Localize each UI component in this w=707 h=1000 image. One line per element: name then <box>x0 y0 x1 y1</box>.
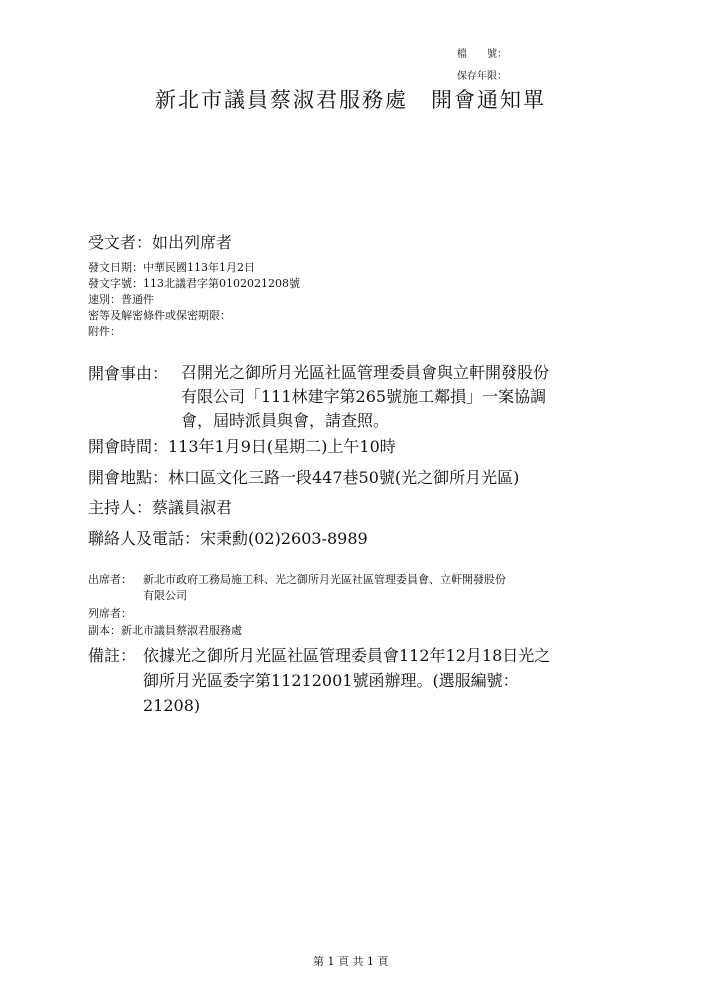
retention-period-label: 保存年限： <box>457 71 507 82</box>
attendees-label: 出席者： <box>88 573 132 586</box>
attendees-line: 新北市政府工務局施工科、光之御所月光區社區管理委員會、立軒開發股份 <box>143 573 506 586</box>
note-text <box>143 643 550 718</box>
issue-date: 發文日期：中華民國113年1月2日 <box>88 261 255 274</box>
copy-recipient: 副本：新北市議員蔡淑君服務處 <box>88 624 242 637</box>
meeting-time: 開會時間：113年1月9日(星期二)上午10時 <box>88 437 396 456</box>
attachment: 附件： <box>88 325 121 338</box>
delivery-speed: 速別：普通件 <box>88 293 154 306</box>
attendees-list <box>143 572 506 604</box>
document-number: 發文字號：113北議君字第0102021208號 <box>88 277 300 290</box>
recipient: 受文者：如出列席者 <box>88 233 233 252</box>
attendees-line: 有限公司 <box>143 589 187 602</box>
contact-person: 聯絡人及電話：宋秉勳(02)2603-8989 <box>88 529 368 548</box>
meeting-host: 主持人：蔡議員淑君 <box>88 498 233 517</box>
note-line: 御所月光區委字第11212001號函辦理。(選服編號： <box>143 671 519 690</box>
meeting-subject <box>181 361 549 433</box>
note-label: 備註： <box>88 646 137 665</box>
meeting-place: 開會地點：林口區文化三路一段447巷50號(光之御所月光區) <box>88 468 520 487</box>
meeting-subject-line: 會，屆時派員與會，請查照。 <box>181 411 390 430</box>
file-number-label: 檔 號： <box>457 49 507 60</box>
observers: 列席者： <box>88 607 132 620</box>
meeting-subject-label: 開會事由： <box>88 364 169 383</box>
meeting-subject-line: 有限公司「111林建字第265號施工鄰損」一案協調 <box>181 387 547 406</box>
meeting-subject-line: 召開光之御所月光區社區管理委員會與立軒開發股份 <box>181 363 550 382</box>
note-line: 21208) <box>143 696 201 715</box>
page-number: 第 1 頁 共 1 頁 <box>313 955 389 968</box>
note-line: 依據光之御所月光區社區管理委員會112年12月18日光之 <box>143 646 551 665</box>
document-info <box>88 260 300 340</box>
secrecy-level: 密等及解密條件或保密期限： <box>88 309 231 322</box>
document-title: 新北市議員蔡淑君服務處 開會通知單 <box>155 88 546 112</box>
